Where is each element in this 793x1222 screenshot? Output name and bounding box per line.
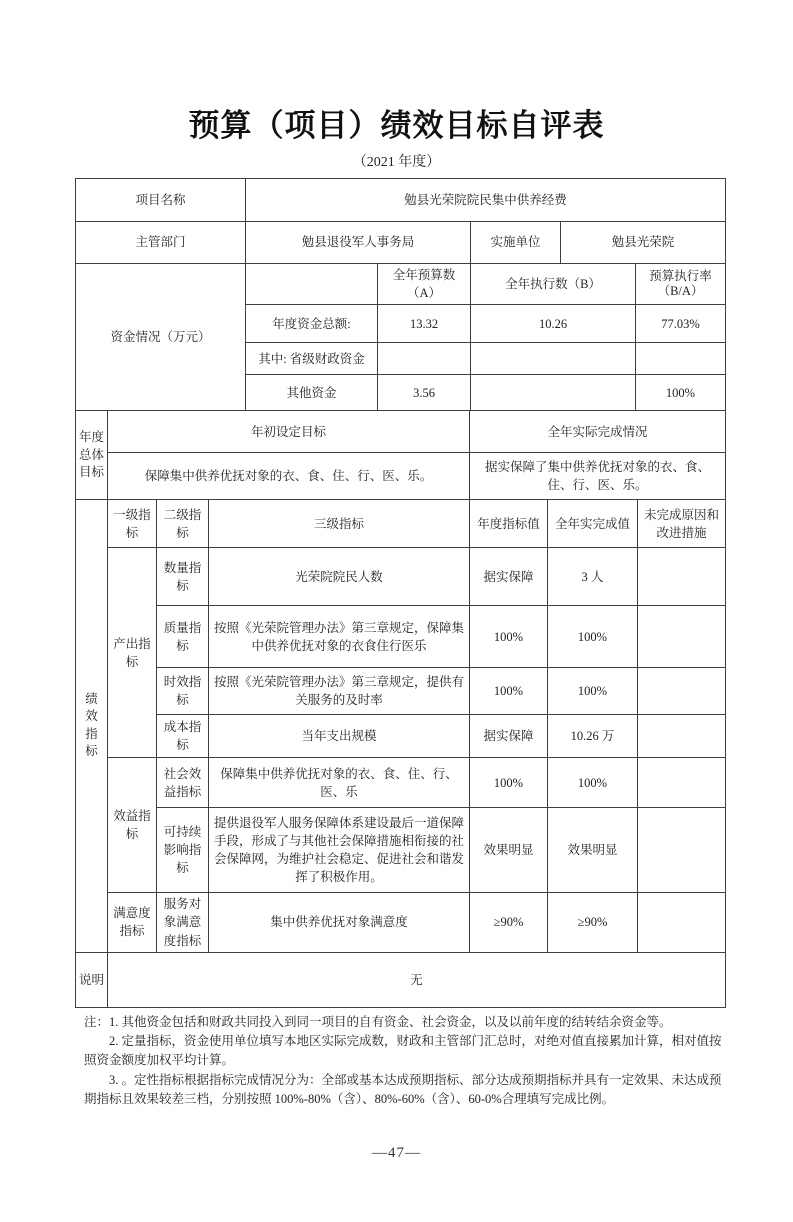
remarks-value: 无: [108, 952, 726, 1007]
funding-blank-cell: [246, 264, 378, 305]
level3-cell: 按照《光荣院管理办法》第三章规定，保障集中供养优抚对象的衣食住行医乐: [209, 606, 470, 668]
funding-row-name: 其中: 省级财政资金: [246, 343, 378, 375]
funding-label: 资金情况（万元）: [76, 264, 246, 411]
level2-cell: 数量指标: [157, 548, 209, 606]
table-row: [76, 715, 726, 758]
footnotes: [84, 1013, 728, 1110]
table-row: [76, 808, 726, 893]
goal-set-text: 保障集中供养优抚对象的衣、食、住、行、医、乐。: [108, 453, 470, 500]
target-cell: 100%: [470, 668, 548, 715]
table-row: [76, 500, 726, 548]
funding-rate-value: 100%: [636, 375, 726, 411]
funding-budget-value: 3.56: [378, 375, 471, 411]
level3-cell: 集中供养优抚对象满意度: [209, 893, 470, 952]
reason-cell: [638, 548, 726, 606]
reason-cell: [638, 893, 726, 952]
table-row: [76, 548, 726, 606]
reason-cell: [638, 668, 726, 715]
dept-value: 勉县退役军人事务局: [246, 222, 471, 264]
unit-value: 勉县光荣院: [561, 222, 726, 264]
funding-budget-value: [378, 343, 471, 375]
indicators-table: [75, 499, 726, 952]
actual-cell: 3 人: [548, 548, 638, 606]
annual-goal-table: [75, 410, 726, 500]
self-evaluation-table: [75, 178, 725, 1008]
funding-rate-value: [636, 343, 726, 375]
table-row: [76, 758, 726, 808]
level2-cell: 服务对象满意度指标: [157, 893, 209, 952]
table-row: [76, 411, 726, 453]
funding-row-name: 其他资金: [246, 375, 378, 411]
level1-satisfaction: 满意度指标: [108, 893, 157, 952]
remarks-table: [75, 952, 726, 1008]
col-reason: 未完成原因和改进措施: [638, 500, 726, 548]
level1-output: 产出指标: [108, 548, 157, 758]
actual-cell: 10.26 万: [548, 715, 638, 758]
actual-cell: 100%: [548, 606, 638, 668]
reason-cell: [638, 808, 726, 893]
project-header-table: [75, 178, 726, 264]
actual-cell: 100%: [548, 668, 638, 715]
level2-cell: 社会效益指标: [157, 758, 209, 808]
footnote-3: 3. 。定性指标根据指标完成情况分为：全部或基本达成预期指标、部分达成预期指标并具有一定效果、未达成预期指标且效果较差三档，分别按照 100%-80%（含）、80%-60%（含）、60-0%合理填写完成比例。: [84, 1072, 722, 1107]
table-row: [76, 264, 726, 305]
level1-benefit: 效益指标: [108, 758, 157, 893]
level2-cell: 质量指标: [157, 606, 209, 668]
page-number: —47—: [372, 1145, 421, 1161]
table-row: [76, 179, 726, 222]
actual-cell: 100%: [548, 758, 638, 808]
unit-label: 实施单位: [471, 222, 561, 264]
reason-cell: [638, 606, 726, 668]
level3-cell: 当年支出规模: [209, 715, 470, 758]
level2-cell: 时效指标: [157, 668, 209, 715]
col-level1: 一级指标: [108, 500, 157, 548]
funding-exec-value: 10.26: [471, 305, 636, 343]
table-row: [76, 952, 726, 1007]
page-subtitle: （2021 年度）: [352, 155, 441, 170]
funding-exec-value: [471, 375, 636, 411]
table-row: [76, 606, 726, 668]
target-cell: 100%: [470, 606, 548, 668]
target-cell: 效果明显: [470, 808, 548, 893]
table-row: [76, 668, 726, 715]
reason-cell: [638, 715, 726, 758]
goal-col-actual: 全年实际完成情况: [470, 411, 726, 453]
col-actual: 全年实完成值: [548, 500, 638, 548]
target-cell: 100%: [470, 758, 548, 808]
target-cell: ≥90%: [470, 893, 548, 952]
indicators-label: 绩效指标: [76, 500, 108, 952]
col-target: 年度指标值: [470, 500, 548, 548]
table-row: [76, 453, 726, 500]
actual-cell: ≥90%: [548, 893, 638, 952]
level2-cell: 成本指标: [157, 715, 209, 758]
funding-rate-value: 77.03%: [636, 305, 726, 343]
level2-cell: 可持续影响指标: [157, 808, 209, 893]
level3-cell: 按照《光荣院管理办法》第三章规定，提供有关服务的及时率: [209, 668, 470, 715]
page-title: 预算（项目）绩效目标自评表: [188, 108, 605, 143]
funding-col-budget: 全年预算数（A）: [378, 264, 471, 305]
funding-exec-value: [471, 343, 636, 375]
remarks-label: 说明: [76, 952, 108, 1007]
project-name-value: 勉县光荣院院民集中供养经费: [246, 179, 726, 222]
goal-col-set: 年初设定目标: [108, 411, 470, 453]
footnote-2: 2. 定量指标，资金使用单位填写本地区实际完成数，财政和主管部门汇总时，对绝对值直接累加计算，相对值按照资金额度加权平均计算。: [84, 1034, 722, 1068]
table-row: [76, 893, 726, 952]
target-cell: 据实保障: [470, 548, 548, 606]
goal-actual-text: 据实保障了集中供养优抚对象的衣、食、住、行、医、乐。: [470, 453, 726, 500]
reason-cell: [638, 758, 726, 808]
funding-budget-value: 13.32: [378, 305, 471, 343]
level3-cell: 提供退役军人服务保障体系建设最后一道保障手段，形成了与其他社会保障措施相衔接的社会保障网，为维护社会稳定、促进社会和谐发挥了积极作用。: [209, 808, 470, 893]
footnote-1: 注：1. 其他资金包括和财政共同投入到同一项目的自有资金、社会资金，以及以前年度的结转结余资金等。: [84, 1014, 672, 1029]
annual-goal-label: 年度总体目标: [76, 411, 108, 500]
table-row: [76, 222, 726, 264]
target-cell: 据实保障: [470, 715, 548, 758]
funding-row-name: 年度资金总额:: [246, 305, 378, 343]
level3-cell: 保障集中供养优抚对象的衣、食、住、行、医、乐: [209, 758, 470, 808]
dept-label: 主管部门: [76, 222, 246, 264]
funding-col-rate: 预算执行率 （B/A）: [636, 264, 726, 305]
project-name-label: 项目名称: [76, 179, 246, 222]
funding-table: [75, 263, 726, 411]
level3-cell: 光荣院院民人数: [209, 548, 470, 606]
page: [0, 100, 793, 1161]
funding-col-exec: 全年执行数（B）: [471, 264, 636, 305]
col-level3: 三级指标: [209, 500, 470, 548]
actual-cell: 效果明显: [548, 808, 638, 893]
col-level2: 二级指标: [157, 500, 209, 548]
